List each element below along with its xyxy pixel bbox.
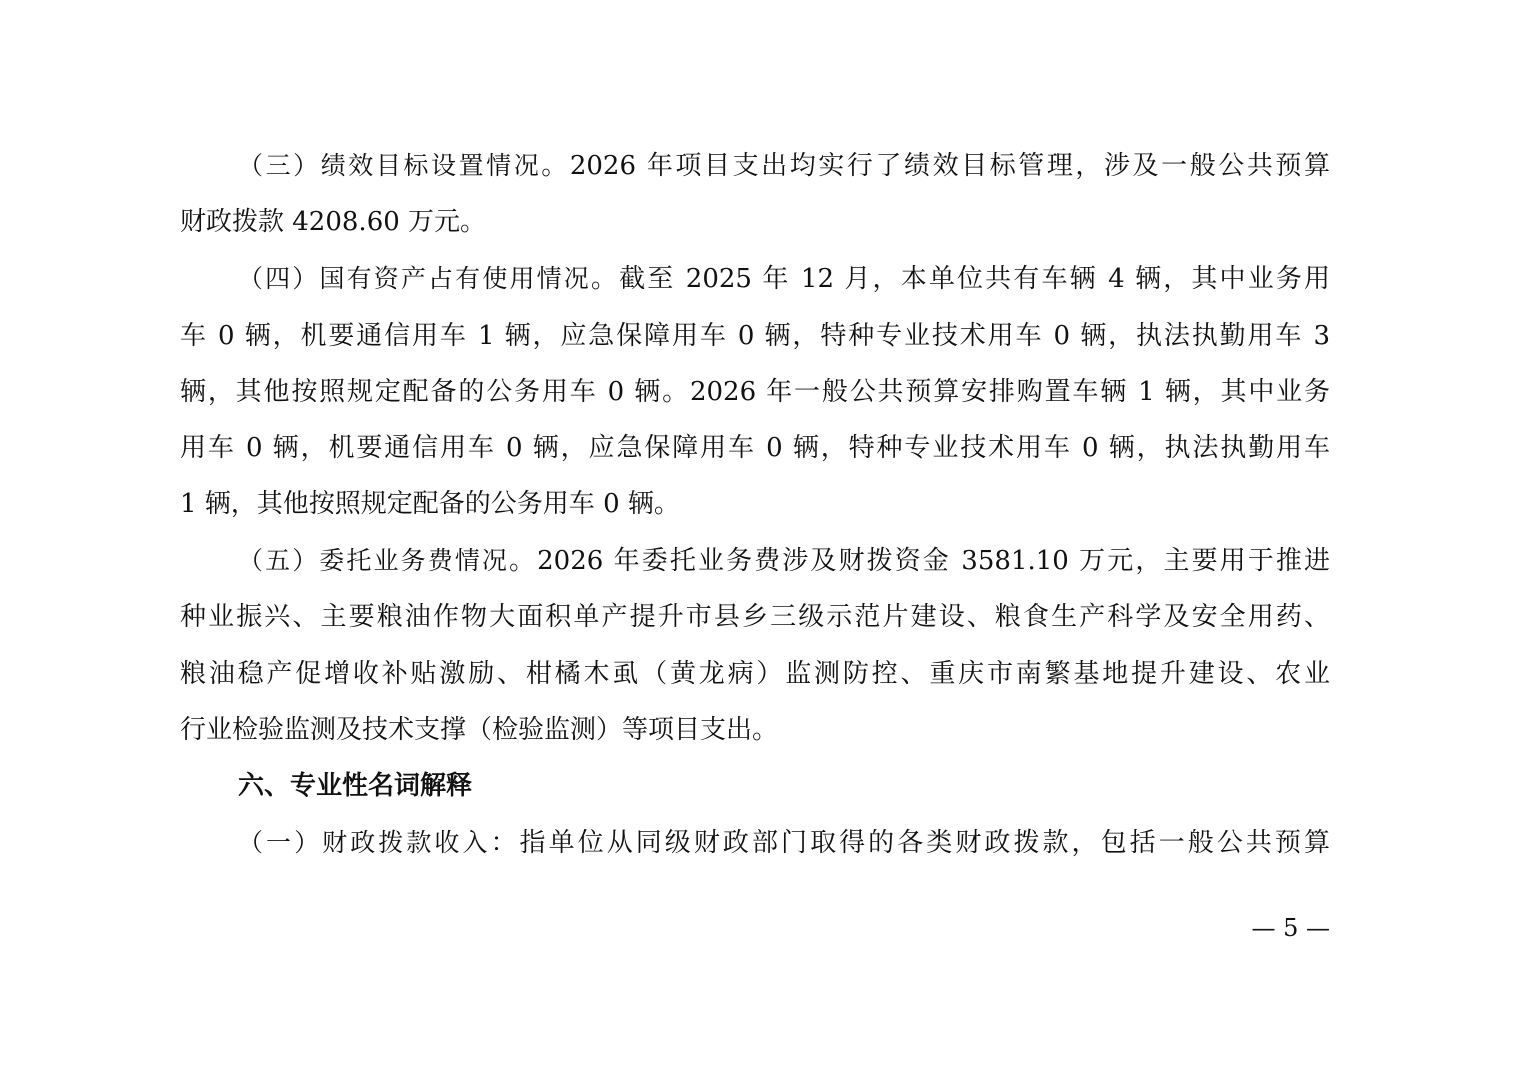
- paragraph-state-assets-line-4: 用车 0 辆，机要通信用车 0 辆，应急保障用车 0 辆，特种专业技术用车 0 辆，执法执勤用车: [180, 433, 1330, 463]
- section-heading-terms: 六、专业性名词解释: [238, 771, 473, 801]
- paragraph-performance-targets-line-1: [238, 146, 1330, 186]
- paragraph-fiscal-revenue-line-1: [238, 823, 1330, 863]
- paragraph-state-assets-line-3: 辆，其他按照规定配备的公务用车 0 辆。2026 年一般公共预算安排购置车辆 1 辆，其中业务: [180, 377, 1330, 407]
- entrusted-fees-text: 。2026 年委托业务费涉及财拨资金 3581.10 万元，主要用于推进: [509, 546, 1330, 576]
- state-assets-lead: （四）国有资产占有使用情况: [238, 264, 591, 293]
- fiscal-revenue-lead: （一）财政拨款收入: [238, 828, 491, 857]
- paragraph-entrusted-fees-line-1: [238, 541, 1330, 581]
- state-assets-text: 。截至 2025 年 12 月，本单位共有车辆 4 辆，其中业务用: [590, 264, 1330, 294]
- paragraph-state-assets-line-1: [238, 259, 1330, 299]
- paragraph-entrusted-fees-line-4: 行业检验监测及技术支撑（检验监测）等项目支出。: [180, 715, 779, 745]
- performance-targets-lead: （三）绩效目标设置情况: [238, 151, 542, 180]
- paragraph-performance-targets-line-2: 财政拨款 4208.60 万元。: [180, 207, 487, 237]
- paragraph-entrusted-fees-line-2: 种业振兴、主要粮油作物大面积单产提升市县乡三级示范片建设、粮食生产科学及安全用药、: [180, 602, 1330, 632]
- page-number: — 5 —: [1251, 914, 1330, 942]
- paragraph-state-assets-line-5: 1 辆，其他按照规定配备的公务用车 0 辆。: [180, 489, 680, 519]
- paragraph-state-assets-line-2: 车 0 辆，机要通信用车 1 辆，应急保障用车 0 辆，特种专业技术用车 0 辆，执法执勤用车 3: [180, 321, 1330, 351]
- performance-targets-text: 。2026 年项目支出均实行了绩效目标管理，涉及一般公共预算: [541, 151, 1330, 181]
- fiscal-revenue-text: ：指单位从同级财政部门取得的各类财政拨款，包括一般公共预算: [490, 828, 1330, 858]
- paragraph-entrusted-fees-line-3: 粮油稳产促增收补贴激励、柑橘木虱（黄龙病）监测防控、重庆市南繁基地提升建设、农业: [180, 659, 1330, 689]
- entrusted-fees-lead: （五）委托业务费情况: [238, 546, 510, 575]
